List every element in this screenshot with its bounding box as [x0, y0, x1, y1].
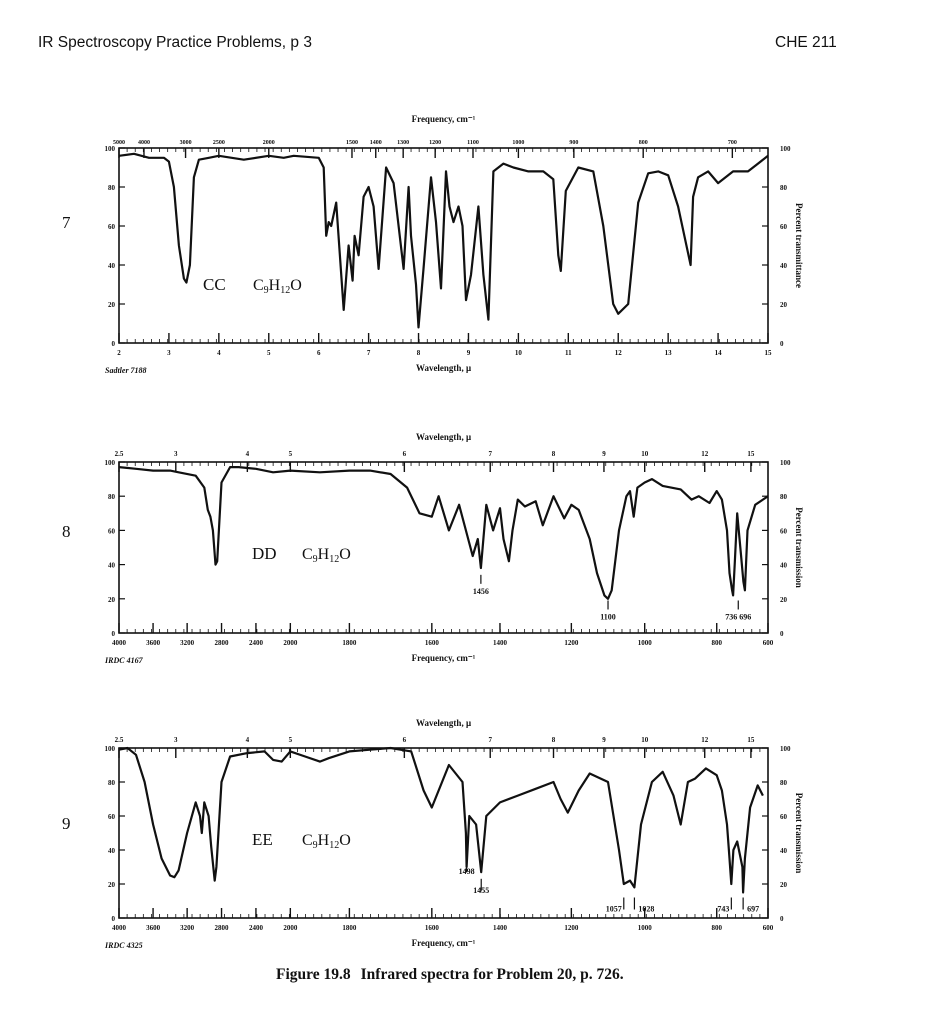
molecular-formula	[253, 277, 302, 296]
y-tick-label-right: 60	[780, 223, 787, 231]
x-tick-label-bottom: 1600	[424, 639, 439, 647]
x-tick-label-bottom: 2400	[248, 639, 263, 647]
spectrum-9	[104, 718, 804, 950]
right-axis-title: Percent transmission	[794, 507, 804, 588]
figure-caption	[276, 966, 624, 984]
course-code: CHE 211	[775, 34, 837, 51]
x-tick-label-bottom: 1800	[342, 639, 357, 647]
x-tick-label-bottom: 13	[664, 349, 672, 357]
x-tick-label-bottom: 1200	[564, 924, 579, 932]
x-tick-label-bottom: 600	[762, 924, 774, 932]
x-tick-label-top: 3	[174, 450, 178, 458]
right-axis-title: Percent transmittance	[794, 202, 804, 289]
x-tick-label-bottom: 3600	[146, 639, 161, 647]
x-tick-label-bottom: 1600	[424, 924, 439, 932]
x-tick-label-bottom: 800	[711, 924, 722, 932]
y-tick-label-right: 40	[780, 847, 787, 855]
formula-sub1: 9	[312, 554, 318, 565]
x-tick-label-top: 9	[602, 450, 606, 458]
formula-sub2: 12	[280, 285, 291, 296]
y-tick-label-right: 60	[780, 527, 787, 536]
y-tick-label-right: 40	[780, 561, 787, 570]
source-label: IRDC 4325	[105, 941, 143, 950]
formula-base3: O	[339, 546, 351, 563]
peak-label: 743	[717, 904, 730, 914]
formula-base3: O	[290, 277, 302, 294]
x-tick-label-top: 7	[488, 450, 492, 458]
x-tick-label-top: 1500	[345, 140, 358, 146]
formula-base3: O	[339, 832, 351, 849]
x-tick-label-top: 5	[288, 736, 293, 744]
peak-label: 1455	[473, 885, 490, 895]
peak-label: 1057	[605, 904, 622, 914]
y-tick-label-left: 100	[104, 745, 115, 753]
x-tick-label-top: 1300	[397, 140, 410, 146]
problem-number-8: 8	[62, 522, 71, 541]
x-tick-label-top: 5000	[113, 140, 125, 146]
x-tick-label-bottom: 8	[416, 349, 421, 357]
x-tick-label-top: 7	[488, 736, 492, 744]
x-tick-label-top: 3	[174, 736, 178, 744]
spectrum-trace	[119, 154, 768, 328]
y-tick-label-right: 20	[780, 301, 787, 309]
formula-sub2: 12	[329, 554, 340, 565]
x-tick-label-top: 12	[701, 736, 709, 744]
x-tick-label-top: 6	[402, 450, 407, 458]
y-tick-label-right: 100	[780, 145, 791, 153]
x-tick-label-bottom: 1800	[342, 924, 357, 932]
x-tick-label-top: 15	[747, 450, 755, 458]
peak-label: 697	[747, 904, 760, 914]
x-tick-label-top: 4	[245, 736, 250, 744]
bottom-axis-title: Frequency, cm⁻¹	[411, 938, 476, 948]
x-tick-label-bottom: 3	[167, 349, 171, 357]
compound-label: DD	[252, 544, 277, 563]
y-tick-label-left: 0	[111, 340, 115, 348]
y-tick-label-left: 100	[104, 145, 115, 153]
x-tick-label-bottom: 2000	[283, 924, 298, 932]
y-tick-label-left: 80	[108, 184, 115, 192]
figure-caption-text: Infrared spectra for Problem 20, p. 726.	[360, 966, 624, 983]
y-tick-label-right: 40	[780, 262, 787, 270]
y-tick-label-left: 20	[108, 595, 115, 604]
x-tick-label-top: 15	[747, 736, 755, 744]
y-tick-label-left: 60	[108, 813, 115, 821]
spectrum-trace	[119, 748, 763, 893]
y-tick-label-right: 0	[780, 630, 784, 638]
x-tick-label-bottom: 1000	[637, 639, 652, 647]
x-tick-label-bottom: 800	[711, 639, 722, 647]
y-tick-label-left: 80	[108, 493, 115, 502]
x-tick-label-bottom: 3200	[180, 924, 195, 932]
x-tick-label-bottom: 6	[316, 349, 321, 357]
y-tick-label-right: 80	[780, 493, 787, 502]
x-tick-label-top: 6	[402, 736, 407, 744]
formula-base1: C	[253, 277, 264, 294]
y-tick-label-right: 20	[780, 881, 787, 889]
x-tick-label-top: 2000	[262, 140, 275, 146]
x-tick-label-bottom: 3200	[180, 639, 195, 647]
x-tick-label-top: 2.5	[114, 736, 124, 744]
x-tick-label-bottom: 1400	[492, 924, 507, 932]
y-tick-label-right: 60	[780, 813, 787, 821]
spectrum-8	[104, 432, 804, 665]
top-axis-title: Wavelength, μ	[415, 718, 472, 728]
x-tick-label-bottom: 2	[117, 349, 121, 357]
y-tick-label-left: 20	[108, 301, 115, 309]
y-tick-label-left: 100	[104, 459, 115, 467]
x-tick-label-top: 8	[551, 450, 556, 458]
y-tick-label-right: 20	[780, 595, 787, 604]
formula-sub2: 12	[329, 840, 340, 851]
top-axis-title: Wavelength, μ	[415, 432, 472, 442]
y-tick-label-left: 0	[111, 915, 115, 923]
plot-frame	[119, 748, 768, 918]
x-tick-label-top: 900	[569, 140, 579, 146]
y-tick-label-left: 40	[108, 262, 115, 270]
problem-number-9: 9	[62, 814, 71, 833]
x-tick-label-bottom: 7	[366, 349, 371, 357]
x-tick-label-bottom: 9	[466, 349, 471, 357]
formula-sub1: 9	[263, 285, 269, 296]
y-tick-label-right: 80	[780, 184, 787, 192]
x-tick-label-bottom: 600	[762, 639, 774, 647]
spectrum-trace	[119, 467, 768, 599]
x-tick-label-bottom: 4	[217, 349, 221, 357]
formula-base2: H	[317, 832, 330, 849]
x-tick-label-bottom: 4000	[112, 639, 126, 647]
molecular-formula	[302, 832, 351, 851]
problem-number-7: 7	[62, 213, 71, 232]
y-tick-label-left: 0	[111, 630, 115, 638]
x-tick-label-bottom: 14	[714, 349, 722, 357]
peak-label: 1456	[472, 586, 489, 596]
x-tick-label-top: 10	[641, 450, 649, 458]
y-tick-label-left: 40	[108, 561, 115, 570]
peak-label: 1100	[600, 612, 616, 622]
x-tick-label-bottom: 2000	[283, 639, 298, 647]
x-tick-label-bottom: 1000	[637, 924, 652, 932]
y-tick-label-left: 60	[108, 223, 115, 231]
x-tick-label-bottom: 2400	[248, 924, 263, 932]
x-tick-label-top: 10	[641, 736, 649, 744]
x-tick-label-top: 1000	[512, 140, 525, 146]
peak-label: 1498	[458, 867, 475, 877]
x-tick-label-top: 5	[288, 450, 293, 458]
x-tick-label-top: 2.5	[114, 450, 124, 458]
x-tick-label-bottom: 1400	[492, 639, 507, 647]
x-tick-label-top: 2500	[212, 140, 225, 146]
x-tick-label-top: 9	[602, 736, 606, 744]
y-tick-label-right: 0	[780, 915, 784, 923]
y-tick-label-right: 80	[780, 779, 787, 787]
x-tick-label-bottom: 12	[614, 349, 622, 357]
document-header-title: IR Spectroscopy Practice Problems, p 3	[38, 34, 312, 51]
y-tick-label-right: 100	[780, 745, 791, 753]
right-axis-title: Percent transmission	[794, 792, 804, 874]
x-tick-label-top: 12	[701, 450, 709, 458]
bottom-axis-title: Frequency, cm⁻¹	[411, 653, 476, 663]
peak-label: 736 696	[725, 612, 752, 622]
formula-base2: H	[317, 546, 330, 563]
x-tick-label-bottom: 15	[764, 349, 772, 357]
formula-base1: C	[302, 832, 313, 849]
x-tick-label-bottom: 2800	[214, 639, 229, 647]
x-tick-label-top: 8	[551, 736, 556, 744]
compound-label: EE	[252, 830, 273, 849]
y-tick-label-left: 80	[108, 779, 115, 787]
x-tick-label-top: 4000	[137, 140, 150, 146]
x-tick-label-bottom: 1200	[564, 639, 579, 647]
x-tick-label-top: 3000	[179, 140, 192, 146]
x-tick-label-bottom: 11	[564, 349, 572, 357]
spectrum-7	[105, 114, 805, 375]
peak-label: 1028	[638, 904, 655, 914]
compound-label: CC	[203, 275, 226, 294]
formula-base1: C	[302, 546, 313, 563]
x-tick-label-bottom: 3600	[146, 924, 161, 932]
x-tick-label-top: 800	[638, 140, 648, 146]
x-tick-label-top: 1100	[467, 140, 479, 146]
x-tick-label-bottom: 2800	[214, 924, 229, 932]
y-tick-label-right: 100	[780, 459, 791, 467]
molecular-formula	[302, 546, 351, 565]
y-tick-label-left: 20	[108, 881, 115, 889]
source-label: Sadtler 7188	[105, 366, 147, 375]
formula-base2: H	[268, 277, 281, 294]
y-tick-label-right: 0	[780, 340, 784, 348]
x-tick-label-top: 1200	[429, 140, 442, 146]
y-tick-label-left: 60	[108, 527, 115, 536]
x-tick-label-top: 4	[245, 450, 250, 458]
formula-sub1: 9	[312, 840, 318, 851]
x-tick-label-bottom: 5	[267, 349, 271, 357]
x-tick-label-bottom: 4000	[112, 924, 126, 932]
x-tick-label-bottom: 10	[514, 349, 522, 357]
x-tick-label-top: 1400	[369, 140, 382, 146]
y-tick-label-left: 40	[108, 847, 115, 855]
bottom-axis-title: Wavelength, μ	[415, 363, 472, 373]
figure-number: Figure 19.8	[276, 966, 351, 983]
x-tick-label-top: 700	[727, 140, 737, 146]
source-label: IRDC 4167	[105, 656, 143, 665]
top-axis-title: Frequency, cm⁻¹	[411, 114, 476, 124]
